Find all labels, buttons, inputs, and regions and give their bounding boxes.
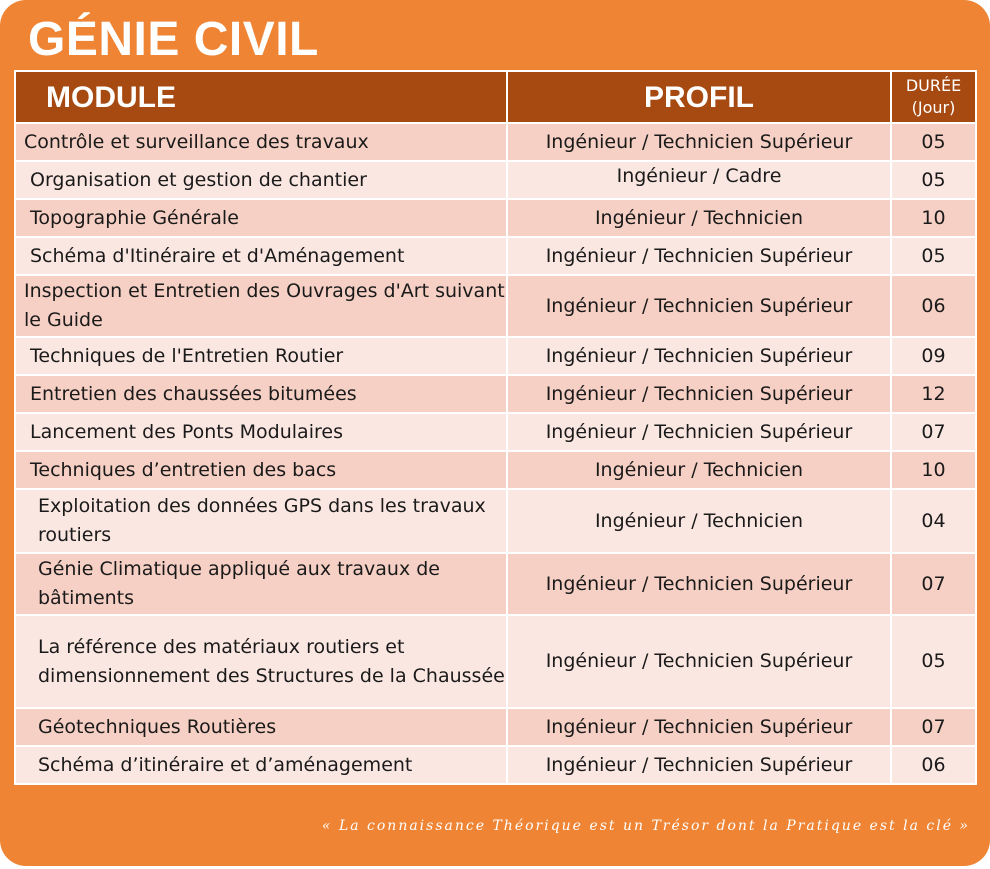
module-cell: Entretien des chaussées bitumées — [15, 375, 507, 413]
table-row — [15, 237, 976, 275]
duree-cell: 06 — [891, 746, 976, 784]
module-cell: Schéma d’itinéraire et d’aménagement — [15, 746, 507, 784]
table-row — [15, 746, 976, 784]
header-duree-unit: (Jour) — [911, 98, 956, 117]
table-row — [15, 123, 976, 161]
modules-table — [14, 70, 977, 785]
duree-cell: 09 — [891, 337, 976, 375]
profil-cell: Ingénieur / Technicien Supérieur — [507, 337, 891, 375]
duree-cell: 12 — [891, 375, 976, 413]
table-row — [15, 161, 976, 199]
duree-cell: 04 — [891, 489, 976, 553]
table-row — [15, 337, 976, 375]
duree-cell: 06 — [891, 275, 976, 337]
profil-cell: Ingénieur / Cadre — [507, 161, 891, 199]
table-row — [15, 375, 976, 413]
duree-cell: 10 — [891, 451, 976, 489]
table-row — [15, 615, 976, 708]
profil-cell: Ingénieur / Technicien Supérieur — [507, 237, 891, 275]
module-cell: Organisation et gestion de chantier — [15, 161, 507, 199]
profil-cell: Ingénieur / Technicien — [507, 451, 891, 489]
profil-cell: Ingénieur / Technicien Supérieur — [507, 413, 891, 451]
module-cell: Topographie Générale — [15, 199, 507, 237]
profil-cell: Ingénieur / Technicien — [507, 489, 891, 553]
table-row — [15, 489, 976, 553]
module-cell: Exploitation des données GPS dans les travaux routiers — [15, 489, 507, 553]
page-title: GÉNIE CIVIL — [28, 13, 319, 66]
header-duree-label: DURÉE — [905, 76, 962, 95]
profil-cell: Ingénieur / Technicien Supérieur — [507, 746, 891, 784]
duree-cell: 07 — [891, 413, 976, 451]
module-cell: La référence des matériaux routiers et dimensionnement des Structures de la Chaussée — [15, 615, 507, 708]
table-row — [15, 553, 976, 615]
duree-cell: 07 — [891, 553, 976, 615]
module-cell: Schéma d'Itinéraire et d'Aménagement — [15, 237, 507, 275]
profil-cell: Ingénieur / Technicien Supérieur — [507, 615, 891, 708]
profil-cell: Ingénieur / Technicien Supérieur — [507, 375, 891, 413]
footer-quote: « La connaissance Théorique est un Trésor dont la Pratique est la clé » — [321, 818, 970, 834]
duree-cell: 05 — [891, 615, 976, 708]
duree-cell: 05 — [891, 237, 976, 275]
table-row — [15, 413, 976, 451]
duree-cell: 07 — [891, 708, 976, 746]
profil-cell: Ingénieur / Technicien Supérieur — [507, 708, 891, 746]
profil-cell: Ingénieur / Technicien Supérieur — [507, 123, 891, 161]
duree-cell: 05 — [891, 161, 976, 199]
profil-cell: Ingénieur / Technicien Supérieur — [507, 275, 891, 337]
module-cell: Inspection et Entretien des Ouvrages d'Art suivant le Guide — [15, 275, 507, 337]
profil-cell: Ingénieur / Technicien — [507, 199, 891, 237]
header-duree — [891, 71, 976, 123]
table-row — [15, 451, 976, 489]
table-row — [15, 708, 976, 746]
header-module: MODULE — [15, 71, 507, 123]
module-cell: Contrôle et surveillance des travaux — [15, 123, 507, 161]
duree-cell: 10 — [891, 199, 976, 237]
header-profil: PROFIL — [507, 71, 891, 123]
profil-cell: Ingénieur / Technicien Supérieur — [507, 553, 891, 615]
table-row — [15, 275, 976, 337]
duree-cell: 05 — [891, 123, 976, 161]
module-cell: Lancement des Ponts Modulaires — [15, 413, 507, 451]
module-cell: Techniques d’entretien des bacs — [15, 451, 507, 489]
table-header-row — [15, 71, 976, 123]
module-cell: Géotechniques Routières — [15, 708, 507, 746]
module-cell: Techniques de l'Entretien Routier — [15, 337, 507, 375]
module-cell: Génie Climatique appliqué aux travaux de bâtiments — [15, 553, 507, 615]
table-row — [15, 199, 976, 237]
